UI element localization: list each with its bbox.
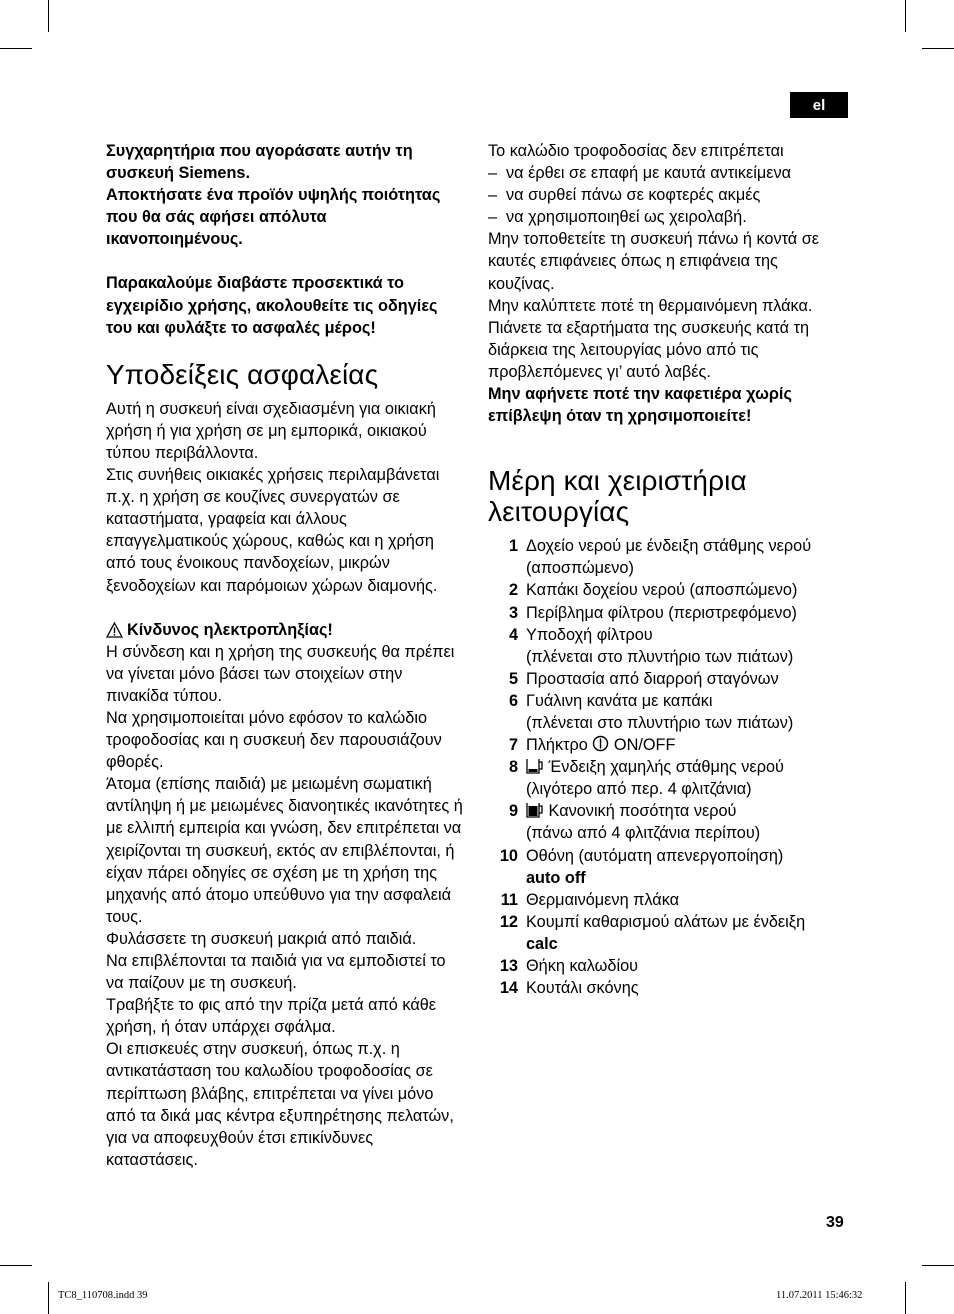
cable-paragraph: Μην τοποθετείτε τη συσκευή πάνω ή κοντά σε καυτές επιφάνειες όπως η επιφάνεια της κουζίνας. [488, 230, 820, 293]
warning-paragraph: Οι επισκευές στην συσκευή, όπως π.χ. η αντικατάσταση του καλωδίου τροφοδοσίας σε περίπτωση βλάβης, επιτρέπεται να γίνει μόνο από τα δικά μας κέντρα εξυπηρέτησης πελατών, για να αποφευχθούν έτσι επικίνδυνες καταστάσεις. [106, 1040, 454, 1169]
parts-title: Μέρη και χειριστήρια λειτουργίας [488, 465, 747, 528]
full-water-icon [526, 802, 544, 818]
list-item: – να έρθει σε επαφή με καυτά αντικείμενα [488, 164, 792, 183]
cable-paragraph: Πιάνετε τα εξαρτήματα της συσκευής κατά τη διάρκεια της λειτουργίας μόνο από τις προβλεπόμενες γι’ αυτό λαβές. [488, 318, 810, 381]
power-icon [592, 735, 609, 752]
safety-paragraph: Αυτή η συσκευή είναι σχεδιασμένη για οικιακή χρήση ή για χρήση σε μη εμπορικά, οικιακού τύπου περιβάλλοντα. [106, 399, 436, 462]
list-item: 3 Περίβλημα φίλτρου (περιστρεφόμενο) [508, 603, 797, 622]
intro-congrats: Συγχαρητήρια που αγοράσατε αυτήν τη συσκευή Siemens. [106, 142, 413, 183]
crop-mark [922, 48, 954, 49]
cable-intro: Το καλώδιο τροφοδοσίας δεν επιτρέπεται [488, 142, 784, 160]
list-item: 5 Προστασία από διαρροή σταγόνων [508, 669, 779, 688]
warning-paragraph: Να επιβλέπονται τα παιδιά για να εμποδιστεί το να παίζουν με τη συσκευή. [106, 952, 446, 993]
warning-paragraph: Να χρησιμοποιείται μόνο εφόσον το καλώδιο τροφοδοσίας και η συσκευή δεν παρουσιάζουν φθορές. [106, 708, 442, 772]
list-item: 2 Καπάκι δοχείου νερού (αποσπώμενο) [508, 581, 798, 600]
warning-paragraph: Η σύνδεση και η χρήση της συσκευής θα πρέπει να γίνεται μόνο βάσει των στοιχείων στην πινακίδα τύπου. [106, 642, 455, 705]
list-item: 9 Κανονική ποσότητα νερού (πάνω από 4 φλιτζάνια περίπου) [508, 802, 761, 843]
warning-paragraph: Άτομα (επίσης παιδιά) με μειωμένη σωματική αντίληψη ή με μειωμένες διανοητικές ικανότητες ή με ελλιπή εμπειρία και γνώση, δεν επιτρέπεται να χειρίζονται τη συσκευή, εκτός αν επιβλέπονται, ή είχαν πάρει οδηγίες σε σχέση με τη χρήση της μηχανής από άτομο υπεύθυνο για την ασφαλειά τους. [106, 775, 463, 926]
low-water-icon [526, 758, 544, 774]
warning-heading-text: Κίνδυνος ηλεκτροπληξίας! [127, 620, 333, 639]
footer-file-info: TC8_110708.indd 39 [58, 1290, 148, 1301]
warning-paragraph: Τραβήξτε το φις από την πρίζα μετά από κάθε χρήση, ή όταν υπάρχει σφάλμα. [106, 996, 437, 1037]
list-item: – να χρησιμοποιηθεί ως χειρολαβή. [488, 208, 747, 227]
list-item: 12 Κουμπί καθαρισμού αλάτων με ένδειξη calc [499, 912, 806, 953]
page-number: 39 [826, 1214, 844, 1231]
crop-mark [0, 1265, 32, 1266]
list-item: 11 Θερμαινόμενη πλάκα [500, 890, 680, 909]
crop-mark [48, 0, 49, 32]
safety-paragraph: Στις συνήθεις οικιακές χρήσεις περιλαμβάνεται π.χ. η χρήση σε κουζίνες συνεργατών σε καταστήματα, γραφεία και άλλους επαγγελματικούς χώρους, καθώς και η χρήση από τους ένοικους πανδοχείων, μικρών ξενοδοχείων και παρόμοιων χώρων διαμονής. [106, 466, 440, 595]
warning-triangle-icon [106, 622, 123, 638]
list-item: 8 Ένδειξη χαμηλής στάθμης νερού (λιγότερο από περ. 4 φλιτζάνια) [508, 758, 784, 799]
intro-read-manual: Παρακαλούμε διαβάστε προσεκτικά το εγχειρίδιο χρήσης, ακολουθείτε τις οδηγίες του και φυλάξτε το ασφαλές μέρος! [106, 274, 438, 337]
cable-paragraph: Μην καλύπτετε ποτέ τη θερμαινόμενη πλάκα. [488, 296, 813, 315]
left-column [106, 140, 466, 1171]
warning-heading [106, 619, 466, 641]
list-item: 4 Υποδοχή φίλτρου (πλένεται στο πλυντήριο των πιάτων) [508, 625, 794, 666]
crop-mark [48, 1282, 49, 1314]
warning-paragraph: Φυλάσσετε τη συσκευή μακριά από παιδιά. [106, 929, 417, 948]
list-item: 7 Πλήκτρο ON/OFF [508, 736, 676, 755]
intro-quality: Αποκτήσατε ένα προϊόν υψηλής ποιότητας που θα σάς αφήσει απόλυτα ικανοποιημένους. [106, 186, 441, 249]
list-item: 10 Οθόνη (αυτόματη απενεργοποίηση) auto off [499, 846, 784, 887]
list-item: – να συρθεί πάνω σε κοφτερές ακμές [488, 186, 761, 205]
crop-mark [922, 1265, 954, 1266]
list-item: 1 Δοχείο νερού με ένδειξη στάθμης νερού (αποσπώμενο) [508, 537, 812, 578]
footer-timestamp: 11.07.2011 15:46:32 [776, 1290, 863, 1301]
parts-list [488, 535, 848, 999]
crop-mark [905, 0, 906, 32]
cable-warning: Μην αφήνετε ποτέ την καφετιέρα χωρίς επίβλεψη όταν τη χρησιμοποιείτε! [488, 385, 792, 426]
language-tab: el [790, 92, 848, 118]
safety-title: Υποδείξεις ασφαλείας [106, 358, 379, 390]
list-item: 13 Θήκη καλωδίου [499, 957, 639, 975]
right-column [488, 140, 848, 999]
list-item: 14 Κουτάλι σκόνης [499, 979, 639, 998]
list-item: 6 Γυάλινη κανάτα με καπάκι (πλένεται στο πλυντήριο των πιάτων) [508, 691, 794, 732]
crop-mark [905, 1282, 906, 1314]
crop-mark [0, 48, 32, 49]
